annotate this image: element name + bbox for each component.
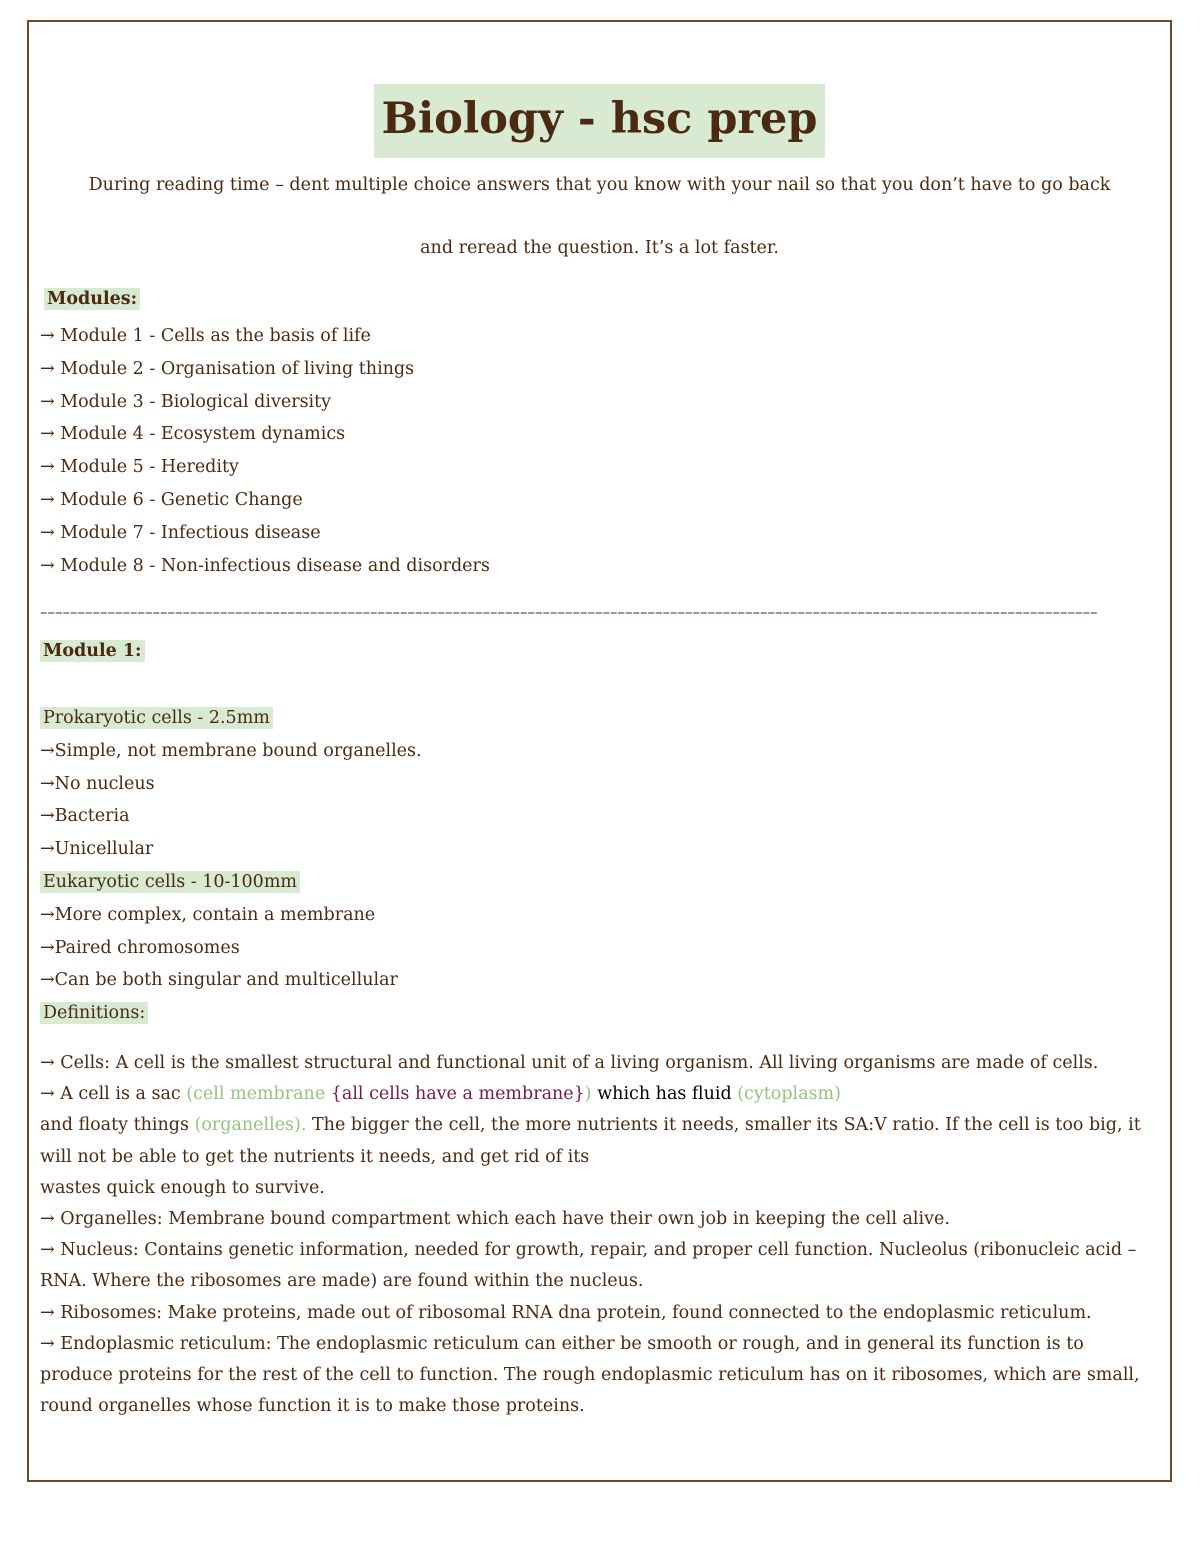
definition-organelles: → Organelles: Membrane bound compartment which each have their own job in keeping the cell alive. (40, 1209, 950, 1230)
definitions-body (40, 1048, 1156, 1422)
list-item: →Paired chromosomes (40, 937, 240, 958)
sac-text-c: {all cells have a membrane} (330, 1084, 585, 1105)
definition-ribosomes: → Ribosomes: Make proteins, made out of ribosomal RNA dna protein, found connected to the endoplasmic reticulum. (40, 1302, 1092, 1323)
sac-text-g: and floaty things (40, 1115, 195, 1136)
list-item: →Simple, not membrane bound organelles. (40, 740, 422, 761)
section-divider: ––––––––––––––––––––––––––––––––––––––––––––––––––––––––––––––––––––––––––––––––––––––––––––––––––––––––––––––––––––––––––––––––––––––––––––– (40, 603, 1098, 621)
modules-list (40, 320, 490, 582)
sac-text-f: (cytoplasm) (737, 1084, 841, 1105)
definition-nucleus: → Nucleus: Contains genetic information, needed for growth, repair, and proper cell function. Nucleolus (ribonucleic acid – RNA. Where the ribosomes are made) are found within the nucleus. (40, 1240, 1137, 1292)
definition-cell-sac (40, 1079, 1156, 1110)
title-wrap (29, 84, 1170, 158)
definitions-heading (40, 997, 422, 1030)
modules-heading (44, 289, 140, 309)
definition-cell-sac-end: wastes quick enough to survive. (40, 1177, 325, 1198)
definition-cell-sac-cont (40, 1110, 1156, 1172)
module1-heading-text: Module 1: (40, 640, 145, 662)
list-item: →Bacteria (40, 806, 130, 827)
list-item: →Can be both singular and multicellular (40, 970, 398, 991)
page-title: Biology - hsc prep (374, 84, 826, 158)
sac-text-a: → A cell is a sac (40, 1084, 187, 1105)
prokaryotic-heading (40, 702, 422, 735)
module-item: → Module 4 - Ecosystem dynamics (40, 424, 346, 445)
module-item: → Module 3 - Biological diversity (40, 391, 332, 412)
sac-text-d: ) (584, 1084, 592, 1105)
module-item: → Module 6 - Genetic Change (40, 489, 303, 510)
module-item: → Module 5 - Heredity (40, 457, 239, 478)
definition-er: → Endoplasmic reticulum: The endoplasmic reticulum can either be smooth or rough, and in general its function is to produce proteins for the rest of the cell to function. The rough endoplasmic reticulum has on it ribosomes, which are small, round organelles whose function it is to make those proteins. (40, 1333, 1140, 1417)
eukaryotic-heading (40, 866, 422, 899)
module1-heading (40, 637, 145, 665)
prokaryotic-section (40, 702, 422, 1030)
definition-cells: → Cells: A cell is the smallest structural and functional unit of a living organism. All living organisms are made of cells. (40, 1053, 1099, 1073)
module-item: → Module 1 - Cells as the basis of life (40, 326, 371, 346)
intro-line-2: and reread the question. It’s a lot faster. (420, 238, 779, 258)
intro-line-1: During reading time – dent multiple choice answers that you know with your nail so that you don’t have to go back (88, 175, 1111, 195)
sac-text-e: which has fluid (591, 1084, 738, 1105)
module-item: → Module 2 - Organisation of living things (40, 358, 415, 379)
module-item: → Module 8 - Non-infectious disease and disorders (40, 555, 490, 576)
definitions-heading-text: Definitions: (40, 1002, 148, 1024)
sac-text-b: (cell membrane (186, 1084, 331, 1105)
prokaryotic-heading-text: Prokaryotic cells - 2.5mm (40, 707, 273, 729)
sac-text-h: (organelles). (194, 1115, 307, 1136)
sac-text-i: The bigger the cell, the more nutrients it needs, smaller its SA:V ratio. If the cell is too big, it will not be able to get the nutrients it needs, and get rid of its (40, 1115, 1141, 1167)
modules-heading-text: Modules: (44, 288, 140, 310)
page-frame (27, 20, 1172, 1482)
module-item: → Module 7 - Infectious disease (40, 522, 321, 543)
list-item: →More complex, contain a membrane (40, 904, 376, 925)
list-item: →Unicellular (40, 839, 154, 860)
eukaryotic-heading-text: Eukaryotic cells - 10-100mm (40, 871, 300, 893)
list-item: →No nucleus (40, 773, 155, 794)
